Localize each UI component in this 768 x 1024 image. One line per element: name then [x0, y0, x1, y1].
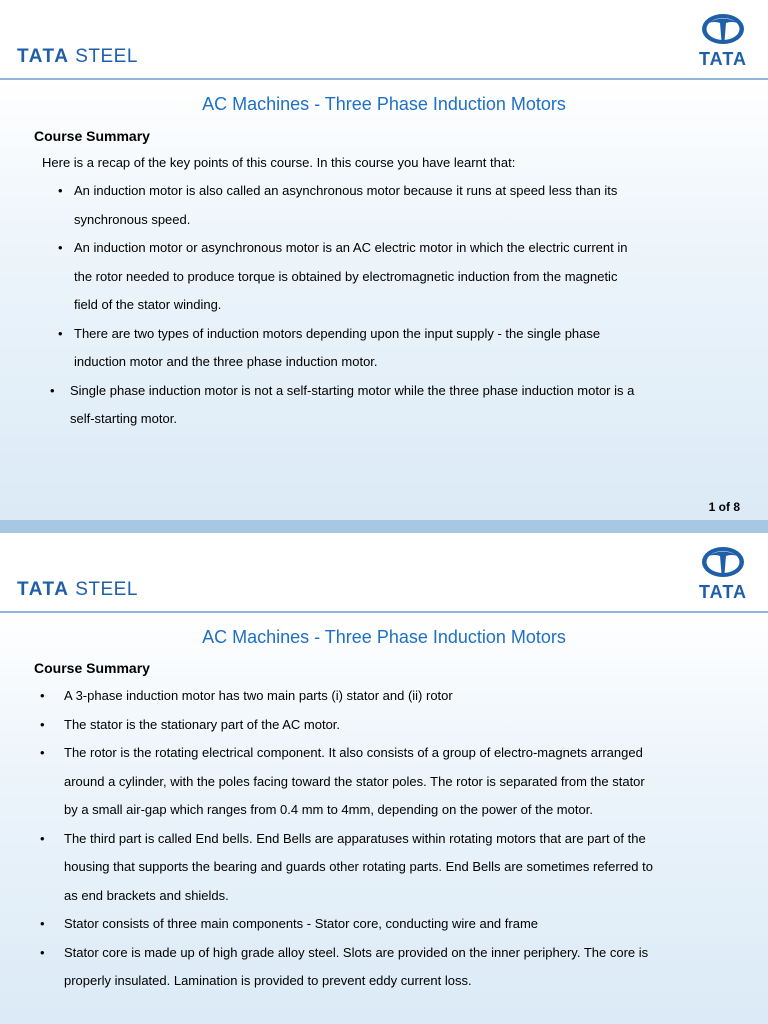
section-heading: Course Summary	[34, 660, 150, 676]
slide-body	[0, 80, 768, 520]
tata-logo-icon: TATA	[694, 12, 752, 68]
slide-separator	[0, 520, 768, 533]
bullet-list	[50, 177, 638, 434]
tata-steel-wordmark: TATA STEEL	[17, 579, 138, 600]
bullet-list	[40, 682, 653, 996]
bullet-item: • Single phase induction motor is not a self-starting motor while the three phase induction motor is a self-starting motor.	[50, 382, 635, 426]
slide-body	[0, 613, 768, 1024]
bullet-item: • There are two types of induction motors depending upon the input supply - the single phase induction motor and the three phase induction motor.	[58, 325, 601, 369]
bullet-item: • A 3-phase induction motor has two main parts (i) stator and (ii) rotor	[40, 688, 453, 703]
bullet-item: • An induction motor is also called an asynchronous motor because it runs at speed less than its synchronous speed.	[58, 183, 618, 227]
slide-2	[0, 533, 768, 1024]
section-heading: Course Summary	[34, 128, 150, 144]
slide-title: AC Machines - Three Phase Induction Motors	[202, 94, 566, 114]
page-number: 1 of 8	[708, 500, 740, 514]
tata-steel-wordmark: TATA STEEL	[17, 46, 138, 67]
bullet-item: • An induction motor or asynchronous motor is an AC electric motor in which the electric current in the rotor needed to produce torque is obtained by electromagnetic induction from the magnetic field of the stator winding.	[58, 240, 628, 312]
slide-title: AC Machines - Three Phase Induction Motors	[202, 627, 566, 647]
tata-logo-icon: TATA	[694, 545, 752, 601]
bullet-item: • The rotor is the rotating electrical component. It also consists of a group of electro-magnets arranged around a cylinder, with the poles facing toward the stator poles. The rotor is separated from the stator by a small air-gap which ranges from 0.4 mm to 4mm, depending on the power of the motor.	[40, 745, 645, 817]
intro-text: Here is a recap of the key points of this course. In this course you have learnt that:	[42, 155, 516, 170]
slide-header	[0, 533, 768, 611]
slide-header	[0, 0, 768, 78]
bullet-item: • The stator is the stationary part of the AC motor.	[40, 716, 341, 732]
bullet-item: • Stator consists of three main components - Stator core, conducting wire and frame	[40, 916, 539, 931]
bullet-item: • The third part is called End bells. End Bells are apparatuses within rotating motors that are part of the housing that supports the bearing and guards other rotating parts. End Bells are sometimes referred to as end brackets and shields.	[40, 830, 653, 903]
bullet-item: • Stator core is made up of high grade alloy steel. Slots are provided on the inner periphery. The core is properly insulated. Lamination is provided to prevent eddy current loss.	[40, 944, 649, 988]
